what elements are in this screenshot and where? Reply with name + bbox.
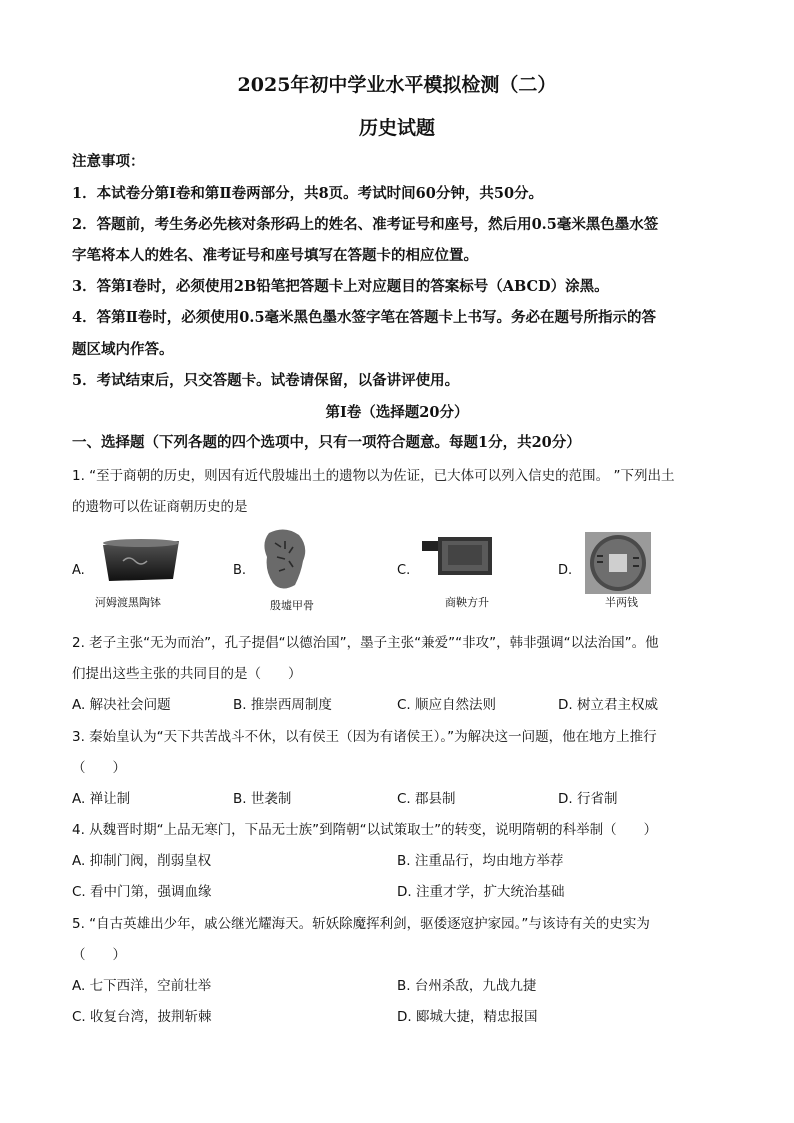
banliang-coin-image: [585, 532, 651, 594]
oracle-bone-image: [255, 527, 315, 593]
q2-stem-line2: 们提出这些主张的共同目的是（ ）: [72, 666, 302, 682]
q1-stem-line1: 1. “至于商朝的历史，则因有近代殷墟出土的遗物以为佐证，已大体可以列入信史的范围。 ”下列出土: [72, 468, 675, 484]
q5-stem-line2: （ ）: [72, 947, 126, 963]
q4-option-d[interactable]: D. 注重才学，扩大统治基础: [397, 884, 565, 900]
q3-option-b[interactable]: B. 世袭制: [233, 791, 292, 807]
q3-option-d[interactable]: D. 行省制: [558, 791, 618, 807]
q1-option-caption: 殷墟甲骨: [270, 599, 314, 612]
notice-item: 1．本试卷分第Ⅰ卷和第Ⅱ卷两部分，共8页。考试时间60分钟，共50分。: [72, 185, 544, 202]
subject-title: 历史试题: [358, 117, 435, 139]
q4-stem-line1: 4. 从魏晋时期“上品无寒门，下品无士族”到隋朝“以试策取士”的转变，说明隋朝的科举制（ ）: [72, 822, 658, 838]
q5-option-c[interactable]: C. 收复台湾，披荆斩棘: [72, 1009, 212, 1025]
q3-option-a[interactable]: A. 禅让制: [72, 791, 131, 807]
part-heading: 一、选择题（下列各题的四个选项中，只有一项符合题意。每题1分，共20分）: [72, 434, 581, 451]
notice-item: 字笔将本人的姓名、准考证号和座号填写在答题卡的相应位置。: [72, 247, 478, 264]
q1-option-letter: A.: [72, 563, 85, 578]
q3-stem-line2: （ ）: [72, 760, 126, 776]
q2-option-b[interactable]: B. 推崇西周制度: [233, 697, 332, 713]
volume-heading: 第Ⅰ卷（选择题20分）: [325, 404, 469, 421]
q5-stem-line1: 5. “自古英雄出少年，戚公继光耀海天。斩妖除魔挥利剑，驱倭逐寇护家园。”与该诗有关的史实为: [72, 916, 650, 932]
q1-option-letter: D.: [558, 563, 573, 578]
notice-item: 题区域内作答。: [72, 341, 174, 358]
q5-option-d[interactable]: D. 郾城大捷，精忠报国: [397, 1009, 538, 1025]
q1-option-letter: C.: [397, 563, 411, 578]
notice-item: 4．答第Ⅱ卷时，必须使用0.5毫米黑色墨水签字笔在答题卡上书写。务必在题号所指示的答: [72, 309, 657, 326]
notice-heading: 注意事项：: [72, 153, 145, 170]
q2-stem-line1: 2. 老子主张“无为而治”，孔子提倡“以德治国”，墨子主张“兼爱”“非攻”，韩非强调“以法治国”。他: [72, 635, 659, 651]
q1-stem-line2: 的遗物可以佐证商朝历史的是: [72, 499, 248, 515]
notice-item: 5．考试结束后，只交答题卡。试卷请保留，以备讲评使用。: [72, 372, 460, 389]
q3-option-c[interactable]: C. 郡县制: [397, 791, 456, 807]
q2-option-d[interactable]: D. 树立君主权威: [558, 697, 658, 713]
notice-item: 3．答第Ⅰ卷时，必须使用2B铅笔把答题卡上对应题目的答案标号（ABCD）涂黑。: [72, 278, 609, 295]
q1-option-caption: 商鞅方升: [445, 596, 489, 609]
q5-option-a[interactable]: A. 七下西洋，空前壮举: [72, 978, 212, 994]
q1-option-caption: 半两钱: [605, 596, 638, 609]
exam-title: 2025年初中学业水平模拟检测（二）: [237, 74, 557, 96]
shang-yang-measure-image: [420, 535, 500, 581]
black-pottery-bowl-image: [95, 533, 185, 589]
q3-stem-line1: 3. 秦始皇认为“天下共苦战斗不休，以有侯王（因为有诸侯王）。”为解决这一问题，他在地方上推行: [72, 729, 657, 745]
q2-option-c[interactable]: C. 顺应自然法则: [397, 697, 497, 713]
q5-option-b[interactable]: B. 台州杀敌，九战九捷: [397, 978, 537, 994]
q4-option-a[interactable]: A. 抑制门阀，削弱皇权: [72, 853, 212, 869]
q4-option-c[interactable]: C. 看中门第，强调血缘: [72, 884, 212, 900]
q1-option-letter: B.: [233, 563, 247, 578]
notice-item: 2．答题前，考生务必先核对条形码上的姓名、准考证号和座号，然后用0.5毫米黑色墨水签: [72, 216, 659, 233]
q1-option-caption: 河姆渡黑陶钵: [95, 596, 161, 609]
q4-option-b[interactable]: B. 注重品行，均由地方举荐: [397, 853, 564, 869]
q2-option-a[interactable]: A. 解决社会问题: [72, 697, 171, 713]
